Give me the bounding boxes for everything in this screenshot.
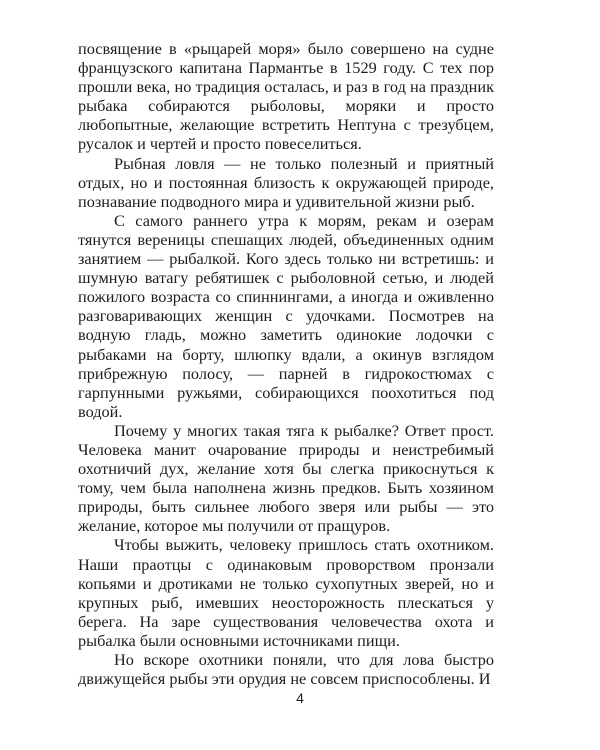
paragraph: Но вскоре охотники поняли, что для лова быстро движущейся рыбы эти орудия не совсем приспособлены. И (78, 650, 494, 689)
paragraph: С самого раннего утра к морям, рекам и озерам тянутся вереницы спешащих людей, объединенных одним занятием — рыбалкой. Кого здесь только ни встретишь: и шумную ватагу ребятишек с рыболовной сетью, и людей пожилого возраста со спиннингами, а иногда и оживленно разговаривающих женщин с удочками. Посмотрев на водную гладь, можно заметить одинокие лодочки с рыбаками на борту, шлюпку вдали, а окинув взглядом прибрежную полосу, — парней в гидрокостюмах с гарпунными ружьями, собирающихся поохотиться под водой. (78, 210, 494, 421)
paragraph: Чтобы выжить, человеку пришлось стать охотником. Наши праотцы с одинаковым проворством пронзали копьями и дротиками не только сухопутных зверей, но и крупных рыб, имевших неосторожность плескаться у берега. На заре существования человечества охота и рыбалка были основными источниками пищи. (78, 535, 494, 650)
page-number: 4 (296, 690, 304, 706)
paragraph-continuation: посвящение в «рыцарей моря» было совершено на судне французского капитана Пармантье в 1529 году. С тех пор прошли века, но традиция осталась, и раз в год на праздник рыбака собираются рыболовы, моряки и просто любопытные, желающие встретить Нептуна с трезубцем, русалок и чертей и просто повеселиться. (78, 39, 494, 154)
body-text (78, 39, 494, 688)
paragraph: Рыбная ловля — не только полезный и приятный отдых, но и постоянная близость к окружающей природе, познавание подводного мира и удивительной жизни рыб. (78, 153, 494, 211)
paragraph: Почему у многих такая тяга к рыбалке? Ответ прост. Человека манит очарование природы и неистребимый охотничий дух, желание хотя бы слегка прикоснуться к тому, чем была наполнена жизнь предков. Быть хозяином природы, быть сильнее любого зверя или рыбы — это желание, которое мы получили от пращуров. (78, 420, 494, 536)
